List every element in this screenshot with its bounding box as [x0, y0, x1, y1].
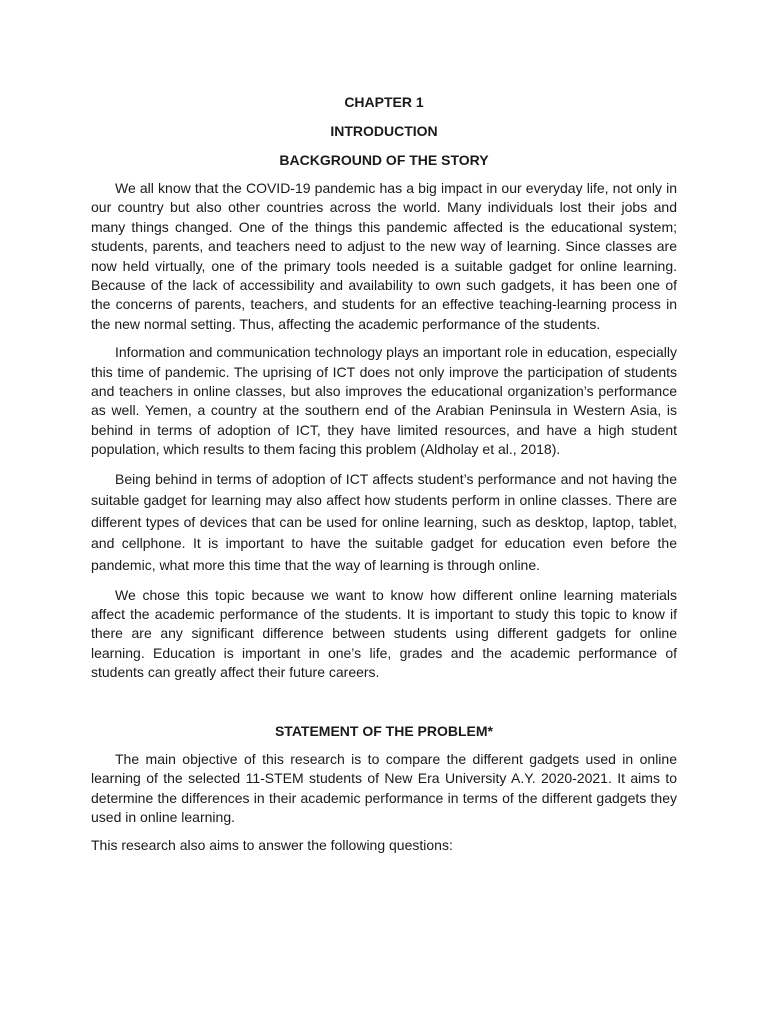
background-paragraph-1: We all know that the COVID-19 pandemic has a big impact in our everyday life, not only in our country but also other countries across the world. Many individuals lost their jobs and many things changed. One of the things this pandemic affected is the educational system; students, parents, and teachers need to adjust to the new way of learning. Since classes are now held virtually, one of the primary tools needed is a suitable gadget for online learning. Because of the lack of accessibility and availability to own such gadgets, it has been one of the concerns of parents, teachers, and students for an effective teaching-learning process in the new normal setting. Thus, affecting the academic performance of the students. [91, 180, 677, 332]
statement-paragraph-1: The main objective of this research is to compare the different gadgets used in online learning of the selected 11-STEM students of New Era University A.Y. 2020-2021. It aims to determine the differences in their academic performance in terms of the different gadgets they used in online learning. [91, 750, 677, 825]
statement-paragraph-2: This research also aims to answer the following questions: [91, 837, 453, 854]
background-paragraph-2: Information and communication technology plays an important role in education, especially this time of pandemic. The uprising of ICT does not only improve the participation of students and teachers in online classes, but also improves the educational organization’s performance as well. Yemen, a country at the southern end of the Arabian Peninsula in Western Asia, is behind in terms of adoption of ICT, they have limited resources, and have a high student population, which results to them facing this problem (Aldholay et al., 2018). [91, 344, 677, 458]
document-content [91, 92, 677, 865]
chapter-title: INTRODUCTION [330, 123, 438, 139]
section-heading-statement: STATEMENT OF THE PROBLEM* [274, 722, 494, 739]
background-paragraph-4: We chose this topic because we want to know how different online learning materials affect the academic performance of the students. It is important to study this topic to know if there are any significant difference between students using different gadgets for online learning. Education is important in one’s life, grades and the academic performance of students can greatly affect their future careers. [91, 586, 677, 681]
section-heading-background: BACKGROUND OF THE STORY [279, 152, 489, 168]
chapter-heading: CHAPTER 1 [344, 94, 424, 110]
background-paragraph-3: Being behind in terms of adoption of ICT affects student’s performance and not having the suitable gadget for learning may also affect how students perform in online classes. There are different types of devices that can be used for online learning, such as desktop, laptop, tablet, and cellphone. It is important to have the suitable gadget for education even before the pandemic, what more this time that the way of learning is through online. [91, 470, 677, 574]
